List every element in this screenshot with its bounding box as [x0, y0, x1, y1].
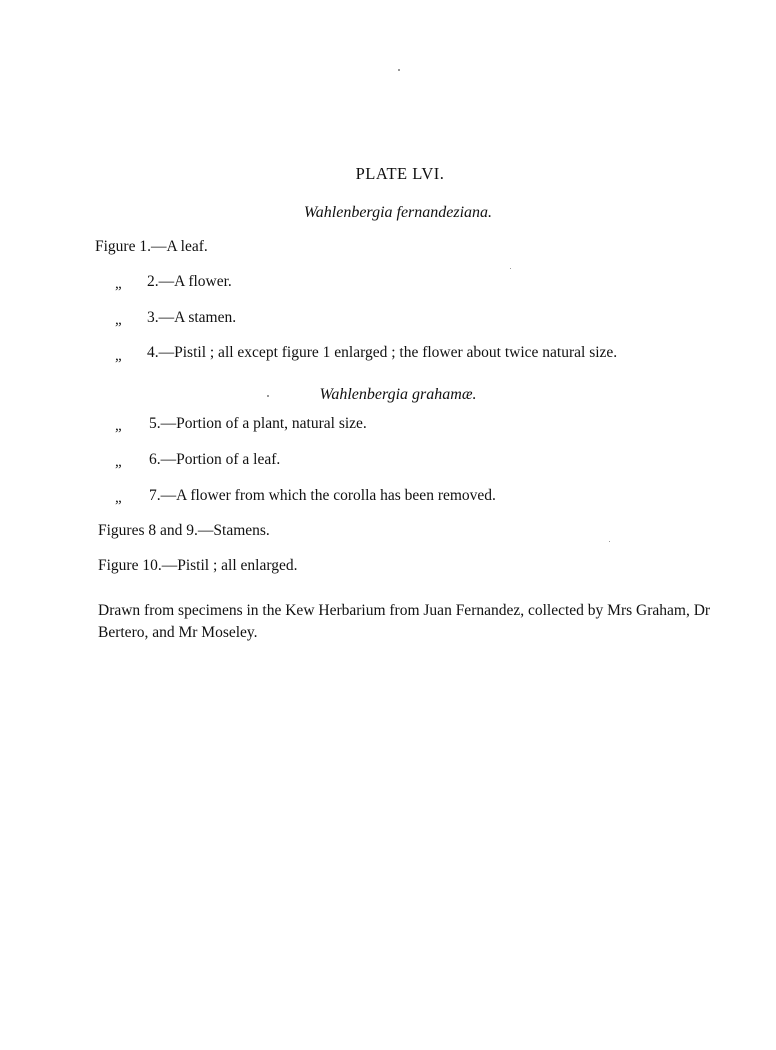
- figure-label: 5.: [149, 415, 161, 432]
- figure-4-line: [147, 344, 617, 362]
- figure-label: Figure 10.: [98, 557, 162, 574]
- figure-caption: —A stamen.: [158, 309, 237, 326]
- figure-2-line: [147, 273, 232, 291]
- source-note: Drawn from specimens in the Kew Herbarium from Juan Fernandez, collected by Mrs Graham, Dr Bertero, and Mr Moseley.: [98, 602, 711, 641]
- figure-1-line: [95, 238, 208, 256]
- figures-8-9-line: [98, 522, 270, 540]
- ditto-mark: „: [115, 418, 122, 434]
- figure-5-line: [149, 415, 367, 433]
- figure-caption: —Stamens.: [197, 522, 270, 539]
- figure-caption: —Pistil ; all enlarged.: [161, 557, 298, 574]
- figure-label: 7.: [149, 487, 161, 504]
- page-speck: [398, 69, 400, 71]
- figure-caption: —Pistil ; all except figure 1 enlarged ; the flower about twice natural size.: [158, 344, 618, 361]
- ditto-mark: „: [115, 276, 122, 292]
- page-speck: [510, 268, 511, 269]
- ditto-mark: „: [115, 348, 122, 364]
- figure-caption: —A leaf.: [150, 238, 208, 255]
- figure-10-line: [98, 557, 297, 575]
- figure-6-line: [149, 451, 280, 469]
- ditto-mark: „: [115, 490, 122, 506]
- species-heading-grahamae: Wahlenbergia grahamæ.: [319, 386, 477, 403]
- figure-caption: —A flower from which the corolla has been removed.: [160, 487, 496, 504]
- figure-label: 6.: [149, 451, 161, 468]
- figure-label: Figures 8 and 9.: [98, 522, 198, 539]
- figure-caption: —Portion of a plant, natural size.: [160, 415, 367, 432]
- ditto-mark: „: [115, 454, 122, 470]
- figure-label: 3.: [147, 309, 159, 326]
- ditto-mark: „: [115, 312, 122, 328]
- figure-7-line: [149, 487, 496, 505]
- figure-3-line: [147, 309, 236, 327]
- page-speck: [609, 541, 610, 542]
- figure-caption: —Portion of a leaf.: [160, 451, 281, 468]
- figure-caption: —A flower.: [158, 273, 232, 290]
- figure-label: 4.: [147, 344, 159, 361]
- plate-title: PLATE LVI.: [355, 164, 445, 183]
- species-heading-fernandeziana: Wahlenbergia fernandeziana.: [303, 204, 493, 221]
- figure-label: 2.: [147, 273, 159, 290]
- figure-label: Figure 1.: [95, 238, 151, 255]
